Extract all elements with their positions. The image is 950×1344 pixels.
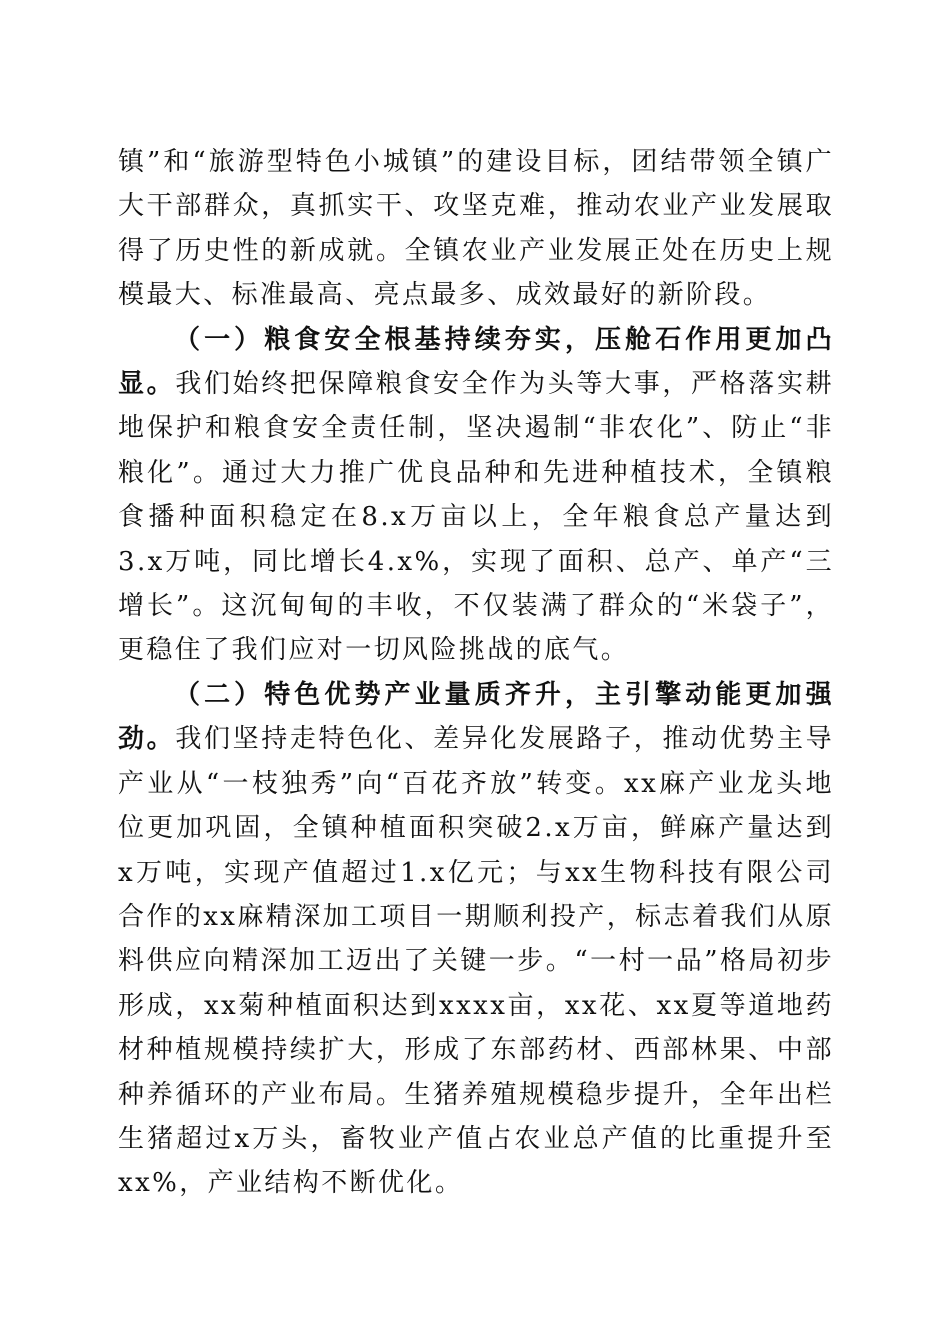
paragraph-body: 我们始终把保障粮食安全作为头等大事，严格落实耕地保护和粮食安全责任制，坚决遏制“非农化”、防止“非粮化”。通过大力推广优良品种和先进种植技术，全镇粮食播种面积稳定在8.x万亩以上，全年粮食总产量达到3.x万吨，同比增长4.x%，实现了面积、总产、单产“三增长”。这沉甸甸的丰收，不仅装满了群众的“米袋子”，更稳住了我们应对一切风险挑战的底气。 — [118, 369, 834, 666]
paragraph-body: 镇”和“旅游型特色小城镇”的建设目标，团结带领全镇广大干部群众，真抓实干、攻坚克难，推动农业产业发展取得了历史性的新成就。全镇农业产业发展正处在历史上规模最大、标准最高、亮点最多、成效最好的新阶段。 — [118, 147, 834, 311]
section-heading: （二）特色优势产业量质齐升，主引擎动能更加强劲。 — [118, 679, 834, 755]
paragraph-body: 我们坚持走特色化、差异化发展路子，推动优势主导产业从“一枝独秀”向“百花齐放”转变。xx麻产业龙头地位更加巩固，全镇种植面积突破2.x万亩，鲜麻产量达到x万吨，实现产值超过1.x亿元；与xx生物科技有限公司合作的xx麻精深加工项目一期顺利投产，标志着我们从原料供应向精深加工迈出了关键一步。“一村一品”格局初步形成，xx菊种植面积达到xxxx亩，xx花、xx夏等道地药材种植规模持续扩大，形成了东部药材、西部林果、中部种养循环的产业布局。生猪养殖规模稳步提升，全年出栏生猪超过x万头，畜牧业产值占农业总产值的比重提升至xx%，产业结构不断优化。 — [118, 724, 834, 1199]
paragraph-continuation — [118, 140, 834, 318]
section-heading: （一）粮食安全根基持续夯实，压舱石作用更加凸显。 — [118, 324, 834, 400]
document-page — [118, 140, 834, 1206]
paragraph-section-2 — [118, 673, 834, 1206]
paragraph-section-1 — [118, 318, 834, 673]
